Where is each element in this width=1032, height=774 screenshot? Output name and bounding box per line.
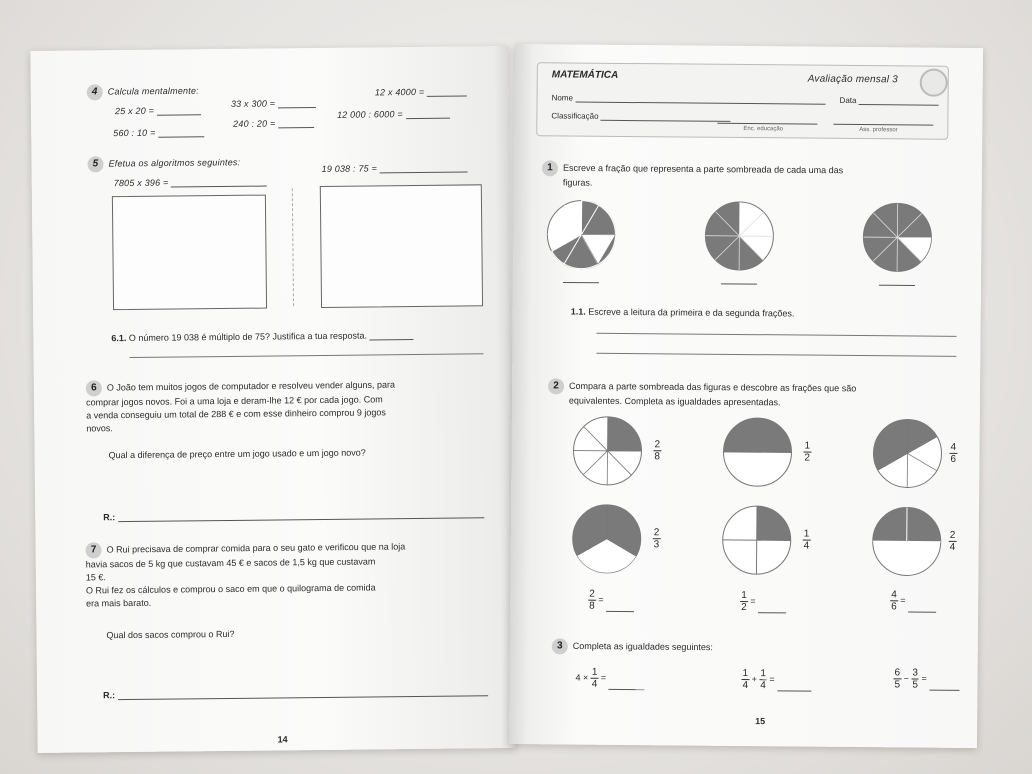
eval-title: Avaliação mensal 3 — [807, 73, 898, 86]
ex2-equality[interactable]: $\frac{2}{8}$ = — [588, 589, 634, 612]
ex6-answer: R.: — [103, 508, 484, 522]
q61: 6.1. O número 19 038 é múltiplo de 75? Justifica a tua resposta. — [111, 330, 413, 343]
ex5-header — [87, 155, 240, 173]
ex7-answer: R.: — [103, 686, 488, 700]
evaluation-header — [536, 62, 949, 140]
class-field[interactable]: Classificação — [551, 111, 730, 122]
ex3-number: 3 — [552, 638, 568, 654]
ex2-frac-label: 2 4 — [949, 529, 956, 553]
page-number: 15 — [755, 716, 766, 727]
date-field[interactable]: Data — [840, 96, 939, 106]
ex4-item: 560 : 10 = — [113, 127, 204, 138]
ex2-frac-label: 1 2 — [804, 440, 811, 464]
ex2-pie-1-4 — [722, 506, 791, 575]
ex2-equality[interactable]: $\frac{1}{2}$ = — [740, 590, 786, 613]
q11: 1.1. Escreve a leitura da primeira e da segunda frações. — [570, 306, 795, 319]
ex2-pie-2-3 — [572, 505, 641, 574]
work-box-multiply[interactable] — [112, 195, 267, 311]
ex2-frac-label: 2 3 — [653, 527, 660, 551]
ex7-question: Qual dos sacos comprou o Rui? — [106, 628, 235, 641]
ex3-eq3[interactable]: $\frac{6}{5}$ − $\frac{3}{5}$ = — [893, 667, 959, 691]
left-page — [30, 46, 515, 753]
ex4-item: 25 x 20 = — [115, 105, 201, 116]
ex1-pie-2 — [705, 202, 774, 271]
ex4-header — [87, 83, 199, 100]
ex2-frac-label: 1 4 — [803, 528, 810, 552]
eval-badge-icon — [920, 69, 948, 97]
ex5-op-multiply: 7805 x 396 = — [114, 177, 268, 189]
ex2-number: 2 — [548, 378, 564, 394]
ex2-frac-label: 2 8 — [654, 439, 661, 463]
answer-line[interactable] — [597, 333, 957, 337]
answer-line[interactable] — [130, 353, 484, 358]
ex6-question: Qual a diferença de preço entre um jogo usado e um jogo novo? — [108, 447, 366, 461]
work-box-divide[interactable] — [320, 184, 483, 308]
ex2-pie-2-8 — [573, 417, 642, 486]
ex1-figures — [543, 194, 964, 288]
ex2-pie-1-2 — [723, 418, 792, 487]
ex1-statement: 1 Escreve a fração que representa a parte sombreada de cada uma das figuras. — [542, 160, 843, 192]
ex4-item: 33 x 300 = — [231, 98, 316, 109]
ex6-number: 6 — [86, 380, 102, 396]
ex2-pie-4-6 — [873, 419, 942, 488]
subject-title: MATEMÁTICA — [551, 69, 619, 81]
sig1-field[interactable] — [717, 115, 817, 125]
ex4-number: 4 — [87, 84, 103, 100]
sig1-label: Enc. educação — [743, 126, 784, 133]
ex7-number: 7 — [85, 542, 101, 558]
ex7-statement: 7 O Rui precisava de comprar comida para o seu gato e verificou que na loja havia sacos de 5 kg que custavam 45 € e sacos de 1,5 kg que custavam 15 €. O Rui fez os cálculos e comprou o saco em que o quilograma de comida era mais barato. — [85, 541, 406, 609]
ex1-pie-1 — [547, 200, 616, 269]
ex4-item: 240 : 20 = — [233, 118, 314, 129]
name-field[interactable]: Nome — [552, 93, 826, 104]
right-page — [509, 44, 983, 748]
ex4-item: 12 000 : 6000 = — [337, 109, 450, 120]
ex3-statement: 3 Completa as igualdades seguintes: — [552, 638, 713, 655]
ex5-number: 5 — [87, 156, 103, 172]
ex2-equality[interactable]: $\frac{4}{6}$ = — [890, 589, 936, 612]
dashed-separator — [292, 188, 294, 306]
sig2-field[interactable] — [833, 116, 933, 126]
ex6-statement: 6 O João tem muitos jogos de computador e resolveu vender alguns, para comprar jogos novos. Foi a uma loja e deram-lhe 12 € por cada jogo. Com a venda conseguiu um total de 288 € e com esse dinheiro comprou 9 jogos novos. — [85, 379, 396, 434]
ex2-frac-label: 4 6 — [950, 441, 957, 465]
ex5-op-divide: 19 038 : 75 = — [322, 162, 468, 174]
ex3-eq2[interactable]: $\frac{1}{4}$ + $\frac{1}{4}$ = — [741, 668, 811, 692]
sig2-label: Ass. professor — [859, 127, 898, 134]
ex4-item: 12 x 4000 = — [375, 86, 467, 97]
ex5-title: Efetua os algoritmos seguintes: — [108, 157, 241, 169]
page-number: 14 — [277, 734, 288, 745]
ex2-figures — [560, 414, 981, 578]
ex2-statement: 2 Compara a parte sombreada das figuras e descobre as frações que são equivalentes. Completa as igualdades apresentadas. — [548, 378, 856, 410]
answer-line[interactable] — [596, 353, 956, 357]
ex4-title: Calcula mentalmente: — [107, 85, 199, 97]
ex3-eq1[interactable]: 4 × $\frac{1}{4}$ = — [575, 667, 644, 691]
ex1-pie-3 — [863, 203, 932, 272]
ex2-pie-2-4 — [872, 507, 941, 576]
ex1-number: 1 — [542, 160, 558, 176]
